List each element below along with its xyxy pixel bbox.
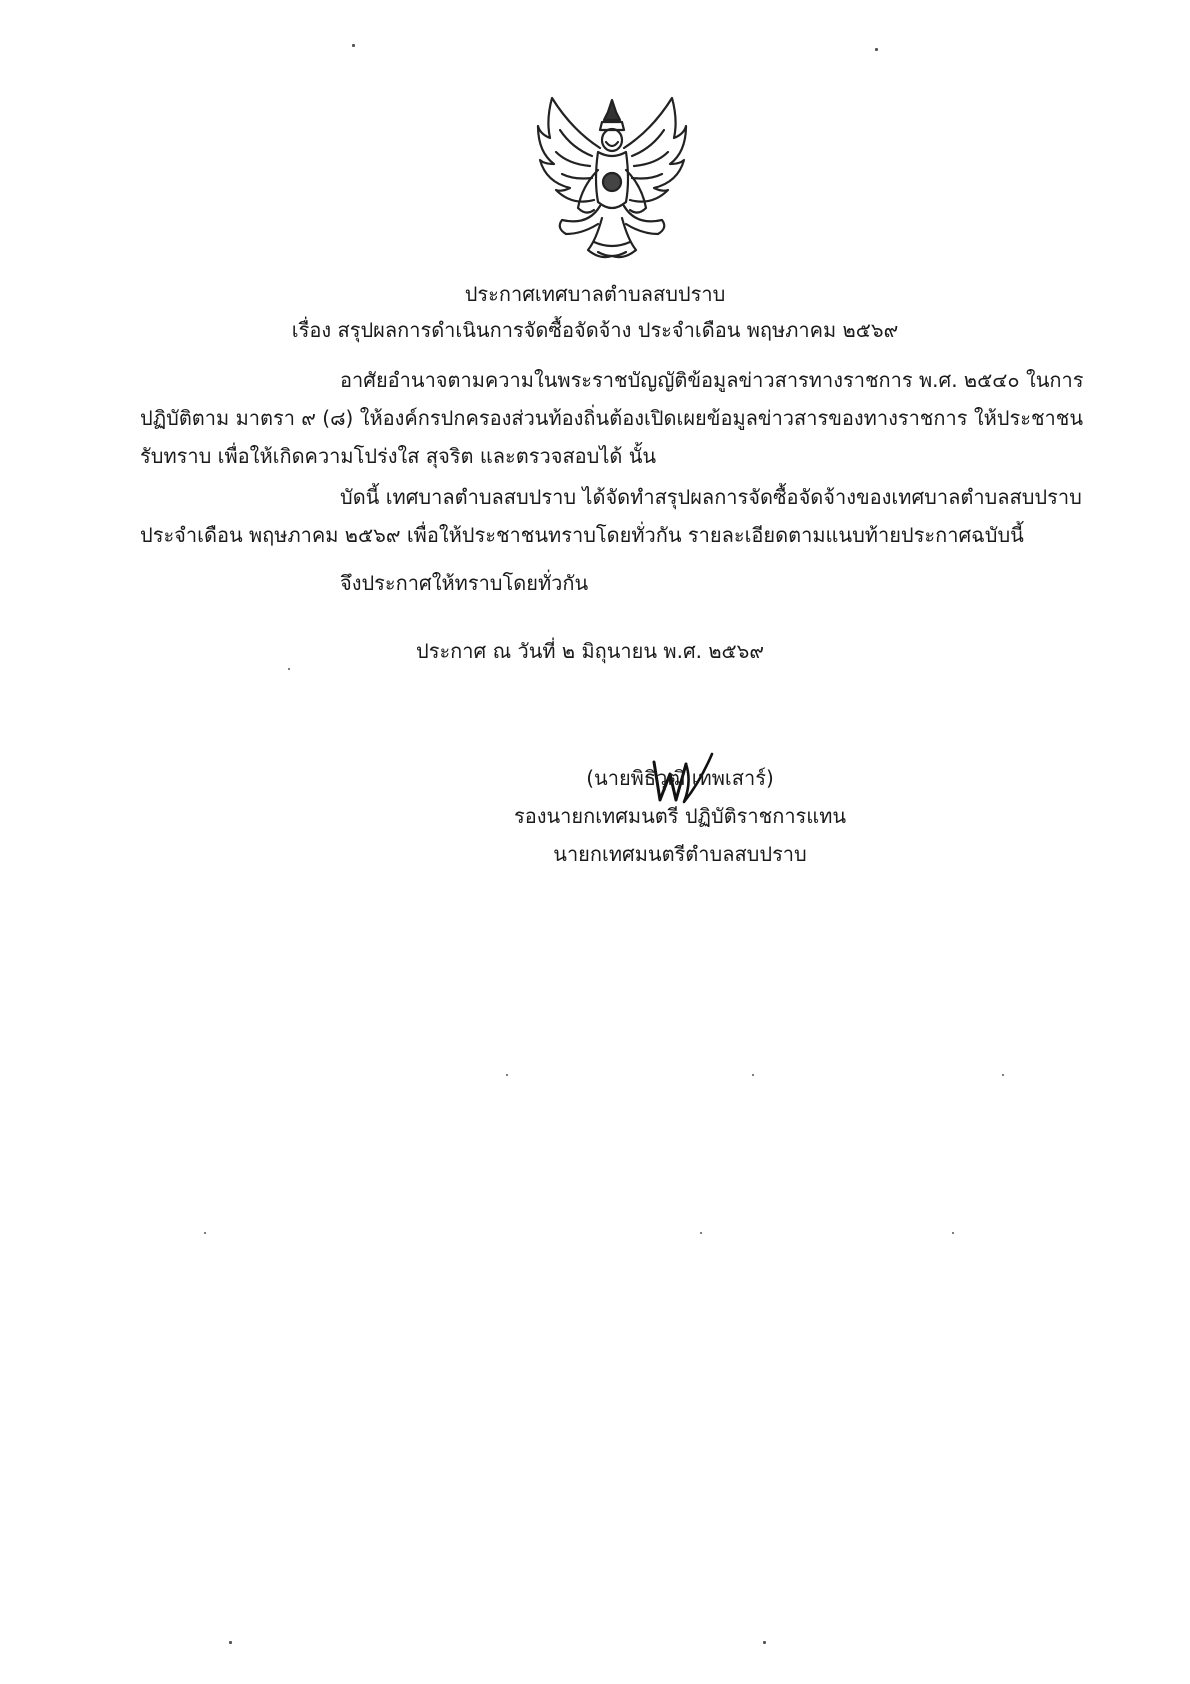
signatory-title: นายกเทศมนตรีตำบลสบปราบ — [553, 842, 807, 866]
scan-speck — [952, 1232, 954, 1234]
scan-speck — [700, 1232, 702, 1234]
closing-line: จึงประกาศให้ทราบโดยทั่วกัน — [340, 571, 589, 595]
scan-speck — [506, 1074, 508, 1076]
announcement-date: ประกาศ ณ วันที่ ๒ มิถุนายน พ.ศ. ๒๕๖๙ — [416, 639, 765, 663]
signatory-name: (นายพิธิวุฒิ เทพเสาร์) — [586, 766, 774, 790]
scan-speck — [352, 44, 355, 47]
paragraph-1-line-2: ปฏิบัติตาม มาตรา ๙ (๘) ให้องค์กรปกครองส่วนท้องถิ่นต้องเปิดเผยข้อมูลข่าวสารของทางราชการ ให้ประชาชน — [140, 406, 1083, 430]
scan-speck — [763, 1641, 766, 1644]
scan-speck — [752, 1074, 754, 1076]
paragraph-2-line-1: บัดนี้ เทศบาลตำบลสบปราบ ได้จัดทำสรุปผลการจัดซื้อจัดจ้างของเทศบาลตำบลสบปราบ — [340, 485, 1082, 509]
paragraph-2-line-2: ประจำเดือน พฤษภาคม ๒๕๖๙ เพื่อให้ประชาชนทราบโดยทั่วกัน รายละเอียดตามแนบท้ายประกาศฉบับนี้ — [140, 523, 1024, 547]
scan-speck — [229, 1641, 232, 1644]
document-subject: เรื่อง สรุปผลการดำเนินการจัดซื้อจัดจ้าง ประจำเดือน พฤษภาคม ๒๕๖๙ — [291, 318, 899, 342]
scan-speck — [875, 48, 878, 51]
garuda-emblem-icon — [532, 90, 692, 270]
scan-speck — [204, 1232, 206, 1234]
document-title: ประกาศเทศบาลตำบลสบปราบ — [464, 282, 726, 306]
signatory-position: รองนายกเทศมนตรี ปฏิบัติราชการแทน — [513, 804, 847, 828]
scan-speck — [288, 668, 290, 670]
paragraph-1-line-3: รับทราบ เพื่อให้เกิดความโปร่งใส สุจริต และตรวจสอบได้ นั้น — [140, 444, 657, 468]
scan-speck — [1002, 1074, 1004, 1076]
paragraph-1-line-1: อาศัยอำนาจตามความในพระราชบัญญัติข้อมูลข่าวสารทางราชการ พ.ศ. ๒๕๔๐ ในการ — [340, 368, 1084, 392]
